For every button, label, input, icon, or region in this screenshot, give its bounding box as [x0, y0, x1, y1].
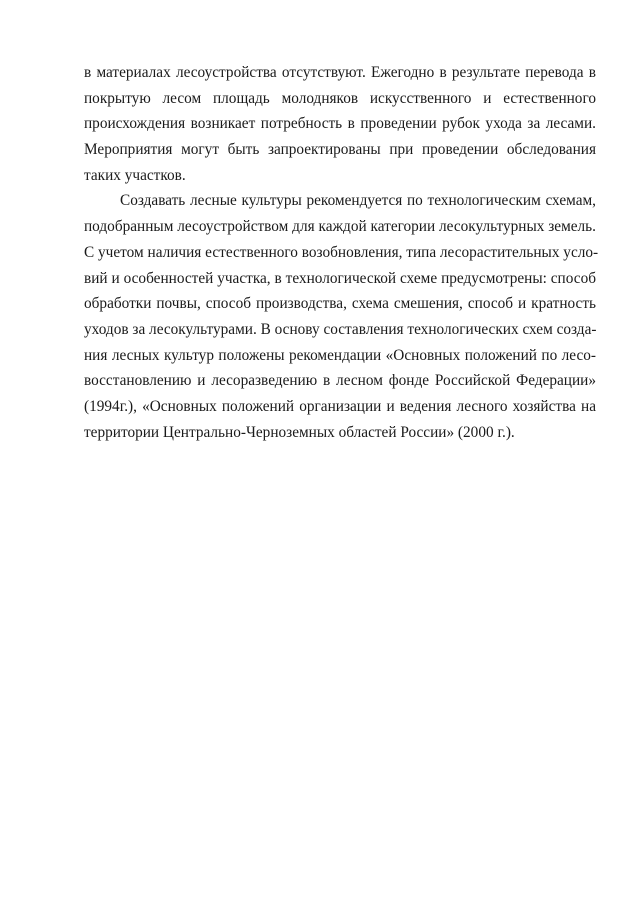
text-line: С учетом наличия естественного возобновления, типа лесорастительных усло- — [84, 243, 599, 261]
text-line: происхождения возникает потребность в проведении рубок ухода за лесами. — [84, 115, 596, 133]
text-line: покрытую лесом площадь молодняков искусственного и естественного — [84, 89, 596, 107]
text-line: восстановлению и лесоразведению в лесном фонде Российской Федерации» — [84, 372, 596, 390]
text-line: подобранным лесоустройством для каждой категории лесокультурных земель. — [84, 218, 596, 236]
body-text — [84, 60, 599, 445]
text-line: территории Центрально-Черноземных областей России» (2000 г.). — [84, 423, 515, 441]
text-line: в материалах лесоустройства отсутствуют. Ежегодно в результате перевода в — [84, 64, 596, 81]
text-line: таких участков. — [84, 166, 186, 184]
text-line: ния лесных культур положены рекомендации «Основных положений по лесо- — [84, 346, 596, 364]
text-line: Мероприятия могут быть запроектированы при проведении обследования — [84, 141, 596, 159]
text-line: Создавать лесные культуры рекомендуется по технологическим схемам, — [120, 192, 596, 210]
text-line: вий и особенностей участка, в технологической схеме предусмотрены: способ — [84, 269, 596, 287]
text-line: (1994г.), «Основных положений организации и ведения лесного хозяйства на — [84, 397, 596, 415]
text-line: уходов за лесокультурами. В основу составления технологических схем созда- — [84, 320, 597, 338]
text-line: обработки почвы, способ производства, схема смешения, способ и кратность — [84, 295, 596, 313]
paragraph-1 — [84, 60, 596, 188]
paragraph-2 — [84, 188, 599, 445]
